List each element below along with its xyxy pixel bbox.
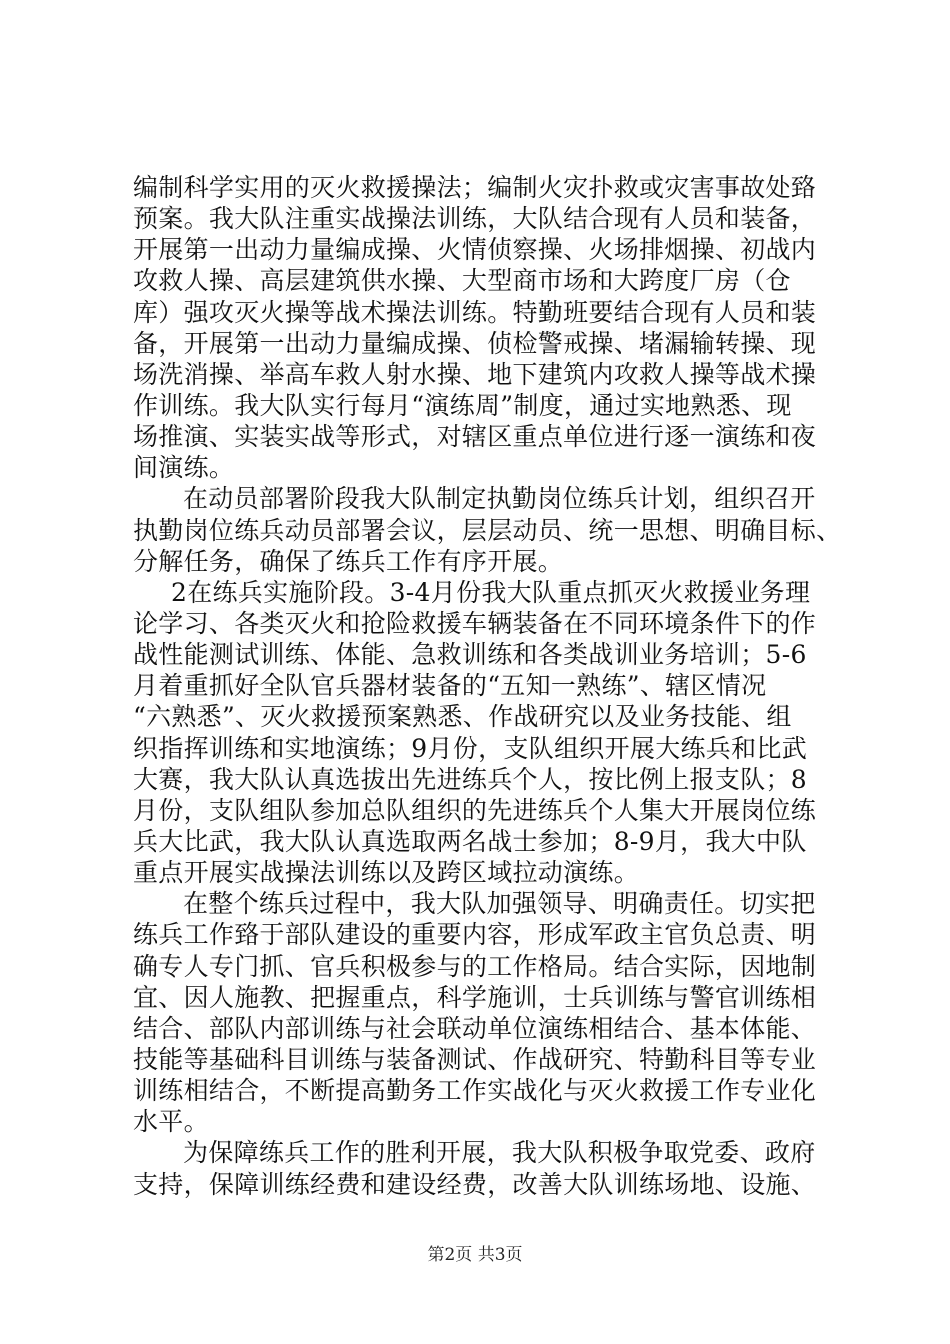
text-line: 编制科学实用的灭火救援操法；编制火灾扑救或灾害事故处臵 <box>133 173 817 202</box>
text-line: 分解任务，确保了练兵工作有序开展。 <box>133 546 564 576</box>
text-line: 开展第一出动力量编成操、火情侦察操、火场排烟操、初战内 <box>133 235 817 265</box>
text-line: 确专人专门抓、官兵积极参与的工作格局。结合实际，因地制 <box>133 951 817 981</box>
text-line: 结合、部队内部训练与社会联动单位演练相结合、基本体能、 <box>133 1013 817 1043</box>
paragraph-start-line: 2在练兵实施阶段。3-4月份我大队重点抓灭火救援业务理 <box>171 577 811 607</box>
text-line: 场推演、实装实战等形式，对辖区重点单位进行逐一演练和夜 <box>133 422 817 452</box>
text-line: 大赛，我大队认真选拔出先进练兵个人，按比例上报支队；8 <box>133 764 808 794</box>
text-line: 兵大比武，我大队认真选取两名战士参加；8-9月，我大中队 <box>133 826 807 856</box>
text-line: 月份，支队组队参加总队组织的先进练兵个人集大开展岗位练 <box>133 795 817 825</box>
document-body <box>133 172 843 1200</box>
text-line: 库）强攻灭火操等战术操法训练。特勤班要结合现有人员和装 <box>133 297 817 327</box>
text-line: 水平。 <box>133 1107 209 1137</box>
text-line: 场洗消操、举高车救人射水操、地下建筑内攻救人操等战术操 <box>133 359 817 389</box>
text-line: “六熟悉”、灭火救援预案熟悉、作战研究以及业务技能、组 <box>133 702 792 732</box>
paragraph-start-line: 为保障练兵工作的胜利开展，我大队积极争取党委、政府 <box>183 1138 816 1168</box>
text-line: 预案。我大队注重实战操法训练，大队结合现有人员和装备， <box>133 204 817 234</box>
text-line: 攻救人操、高层建筑供水操、大型商市场和大跨度厂房（仓 <box>133 266 791 296</box>
text-line: 执勤岗位练兵动员部署会议，层层动员、统一思想、明确目标、 <box>133 515 842 545</box>
text-line: 论学习、各类灭火和抢险救援车辆装备在不同环境条件下的作 <box>133 608 817 638</box>
text-line: 练兵工作臵于部队建设的重要内容，形成军政主官负总责、明 <box>133 920 817 950</box>
text-line: 重点开展实战操法训练以及跨区域拉动演练。 <box>133 858 640 888</box>
text-line: 间演练。 <box>133 453 235 483</box>
paragraph-start-line: 在整个练兵过程中，我大队加强领导、明确责任。切实把 <box>183 889 816 919</box>
text-line: 战性能测试训练、体能、急救训练和各类战训业务培训；5-6 <box>133 640 807 670</box>
paragraph-start-line: 在动员部署阶段我大队制定执勤岗位练兵计划，组织召开 <box>183 484 816 514</box>
text-line: 训练相结合，不断提高勤务工作实战化与灭火救援工作专业化 <box>133 1076 817 1106</box>
text-line: 支持，保障训练经费和建设经费，改善大队训练场地、设施、 <box>133 1169 817 1199</box>
text-line: 作训练。我大队实行每月“演练周”制度，通过实地熟悉、现 <box>133 390 792 420</box>
text-line: 技能等基础科目训练与装备测试、作战研究、特勤科目等专业 <box>133 1044 817 1074</box>
text-line: 织指挥训练和实地演练；9月份，支队组织开展大练兵和比武 <box>133 733 808 763</box>
text-line: 备，开展第一出动力量编成操、侦检警戒操、堵漏输转操、现 <box>133 328 817 358</box>
page-footer: 第2页 共3页 <box>427 1245 523 1265</box>
text-line: 月着重抓好全队官兵器材装备的“五知一熟练”、辖区情况 <box>133 671 767 701</box>
text-line: 宜、因人施教、把握重点，科学施训，士兵训练与警官训练相 <box>133 982 817 1012</box>
